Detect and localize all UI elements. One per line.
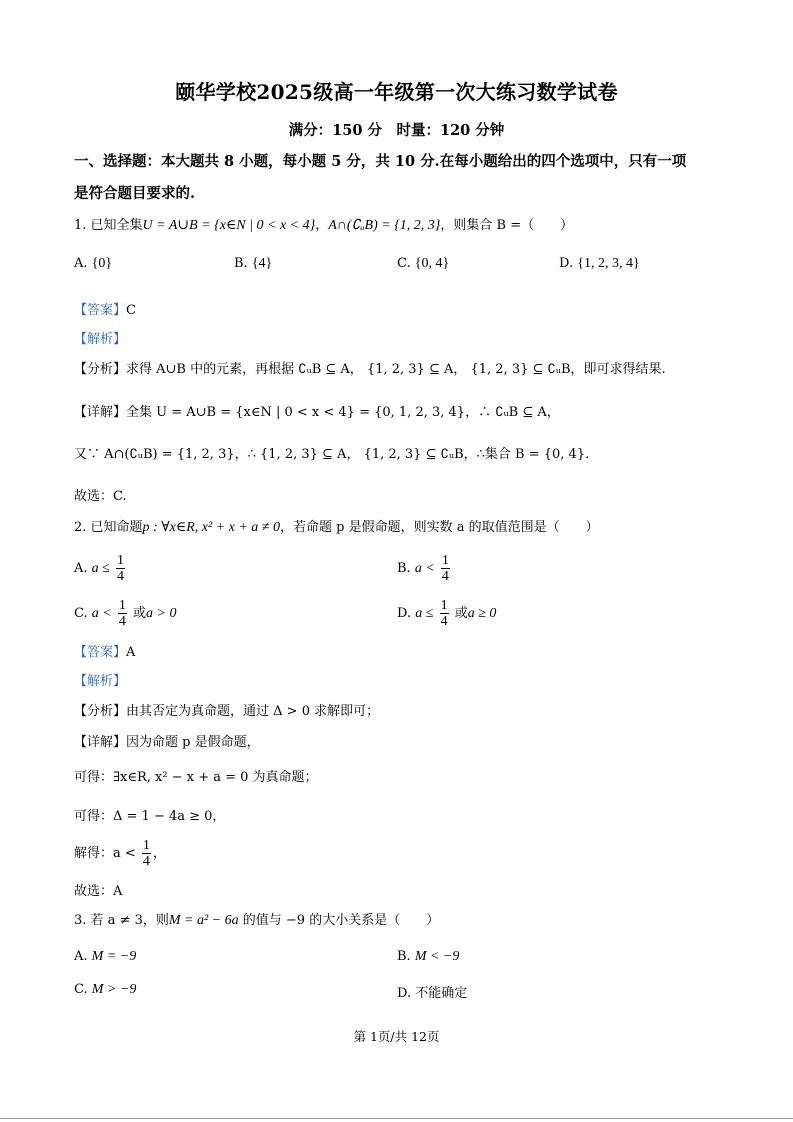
q1-option-d (559, 256, 640, 272)
option-label: C. (74, 982, 88, 997)
question-3 (74, 909, 439, 929)
fraction-denominator: 4 (142, 854, 150, 869)
q1-prefix: 1. 已知全集 (74, 218, 143, 233)
option-expr: a > 0 (146, 606, 177, 621)
option-value: {0, 4} (414, 256, 450, 271)
page-subtitle: 满分：150 分 时量：120 分钟 (288, 122, 505, 139)
xiangjie-tag: 【详解】 (74, 735, 127, 750)
fraction-denominator: 4 (440, 614, 448, 629)
q1-condition-2: A∩(∁ᵤB) = {1, 2, 3} (328, 218, 441, 233)
q1-ask: ，则集合 B =（ ） (440, 218, 574, 233)
q1-choice: 故选：C. (74, 489, 127, 504)
option-value: 不能确定 (415, 986, 468, 1001)
q3-ask: 的值与 −9 的大小关系是（ ） (242, 913, 440, 928)
option-value: M < −9 (414, 949, 460, 964)
q1-option-b (234, 256, 272, 272)
q2-option-b (397, 553, 452, 584)
q2-choice: 故选：A (74, 884, 123, 899)
fraction-numerator: 1 (441, 553, 449, 568)
fraction-denominator: 4 (441, 569, 449, 584)
q2-option-d (397, 598, 496, 629)
option-expr: a < (414, 561, 435, 576)
answer-value: A (126, 645, 136, 660)
fraction-numerator: 1 (117, 553, 124, 568)
q1-fenxi (74, 358, 666, 377)
q1-xiangjie-2: 又∵ A∩(∁ᵤB) = {1, 2, 3}，∴ {1, 2, 3} ⊆ A， {1, 2, 3} ⊆ ∁ᵤB，∴集合 B = {0, 4}. (74, 447, 590, 462)
q1-answer (74, 299, 136, 318)
question-1 (74, 214, 573, 234)
q2-step-1: 可得：∃x∈R, x² − x + a = 0 为真命题； (74, 770, 318, 785)
q2-step-2: 可得：Δ = 1 − 4a ≥ 0， (74, 809, 226, 824)
xiangjie-text: 全集 U = A∪B = {x∈N | 0 < x < 4} = {0, 1, 2, 3, 4}，∴ ∁ᵤB ⊆ A， (126, 405, 560, 420)
fraction (118, 598, 127, 629)
option-value: {0} (91, 256, 113, 271)
option-value: {4} (251, 256, 273, 271)
page-footer: 第 1页/共 12页 (353, 1029, 440, 1044)
option-expr: a ≤ (91, 561, 110, 576)
step-suffix: ， (152, 846, 166, 861)
fraction-numerator: 1 (142, 838, 150, 853)
fraction-denominator: 4 (118, 614, 126, 629)
fraction-numerator: 1 (118, 598, 126, 613)
answer-value: C (126, 303, 136, 318)
option-value: {1, 2, 3, 4} (577, 256, 640, 271)
q3-prefix: 3. 若 a ≠ 3，则 (74, 913, 169, 928)
option-or: 或 (133, 606, 147, 621)
option-label: B. (234, 256, 248, 271)
q2-proposition: p : ∀x∈R, x² + x + a ≠ 0 (142, 520, 280, 535)
option-label: B. (397, 949, 411, 964)
fenxi-tag: 【分析】 (74, 362, 127, 377)
option-label: A. (74, 561, 88, 576)
q1-option-c (397, 256, 449, 272)
fraction-numerator: 1 (440, 598, 448, 613)
q2-step-3 (74, 838, 166, 869)
option-label: D. (559, 256, 574, 271)
question-2 (74, 516, 599, 536)
option-value: M > −9 (91, 982, 137, 997)
page-title: 颐华学校2025级高一年级第一次大练习数学试卷 (175, 80, 618, 104)
option-label: A. (74, 256, 88, 271)
section-heading-line2: 是符合题目要求的. (74, 185, 196, 202)
answer-tag: 【答案】 (74, 303, 127, 318)
answer-tag: 【答案】 (74, 645, 127, 660)
q3-expression: M = a² − 6a (168, 913, 239, 928)
q3-option-d (397, 982, 467, 1001)
section-heading-line1: 一、选择题：本大题共 8 小题，每小题 5 分，共 10 分.在每小题给出的四个选项中，只有一项 (74, 153, 687, 170)
q1-option-a (74, 256, 112, 272)
q3-option-c (74, 982, 136, 998)
q1-analysis-tag: 【解析】 (74, 332, 127, 347)
q3-option-b (397, 949, 459, 965)
q3-option-a (74, 949, 136, 965)
q2-option-c (74, 598, 176, 629)
option-label: D. (397, 606, 412, 621)
option-label: D. (397, 986, 412, 1001)
option-expr: a ≤ (415, 606, 434, 621)
q2-option-a (74, 553, 127, 584)
option-label: A. (74, 949, 88, 964)
option-or: 或 (454, 606, 468, 621)
xiangjie-tag: 【详解】 (74, 405, 127, 420)
q2-xiangjie-1 (74, 731, 260, 750)
fraction (440, 598, 449, 629)
step-text: 解得：a < (74, 846, 136, 861)
fraction (142, 838, 151, 869)
q2-ask: ，若命题 p 是假命题，则实数 a 的取值范围是（ ） (280, 520, 599, 535)
option-label: C. (74, 606, 88, 621)
q2-analysis-tag: 【解析】 (74, 674, 127, 689)
bottom-divider (0, 1118, 793, 1119)
option-value: M = −9 (91, 949, 137, 964)
q1-xiangjie-1 (74, 401, 560, 420)
q2-prefix: 2. 已知命题 (74, 520, 143, 535)
fenxi-tag: 【分析】 (74, 704, 127, 719)
fraction (441, 553, 450, 584)
q1-condition-1: U = A∪B = {x∈N | 0 < x < 4} (142, 218, 316, 233)
option-label: C. (397, 256, 411, 271)
xiangjie-text: 因为命题 p 是假命题， (126, 735, 260, 750)
option-label: B. (397, 561, 411, 576)
option-expr: a < (91, 606, 112, 621)
q2-fenxi (74, 700, 379, 719)
fraction (116, 553, 125, 584)
q1-separator: ， (315, 218, 329, 233)
fenxi-text: 由其否定为真命题，通过 Δ > 0 求解即可； (126, 704, 380, 719)
fraction-denominator: 4 (117, 569, 124, 584)
fenxi-text: 求得 A∪B 中的元素，再根据 ∁ᵤB ⊆ A， {1, 2, 3} ⊆ A， {1, 2, 3} ⊆ ∁ᵤB，即可求得结果. (126, 362, 666, 377)
q2-answer (74, 641, 135, 660)
option-expr: a ≥ 0 (467, 606, 497, 621)
